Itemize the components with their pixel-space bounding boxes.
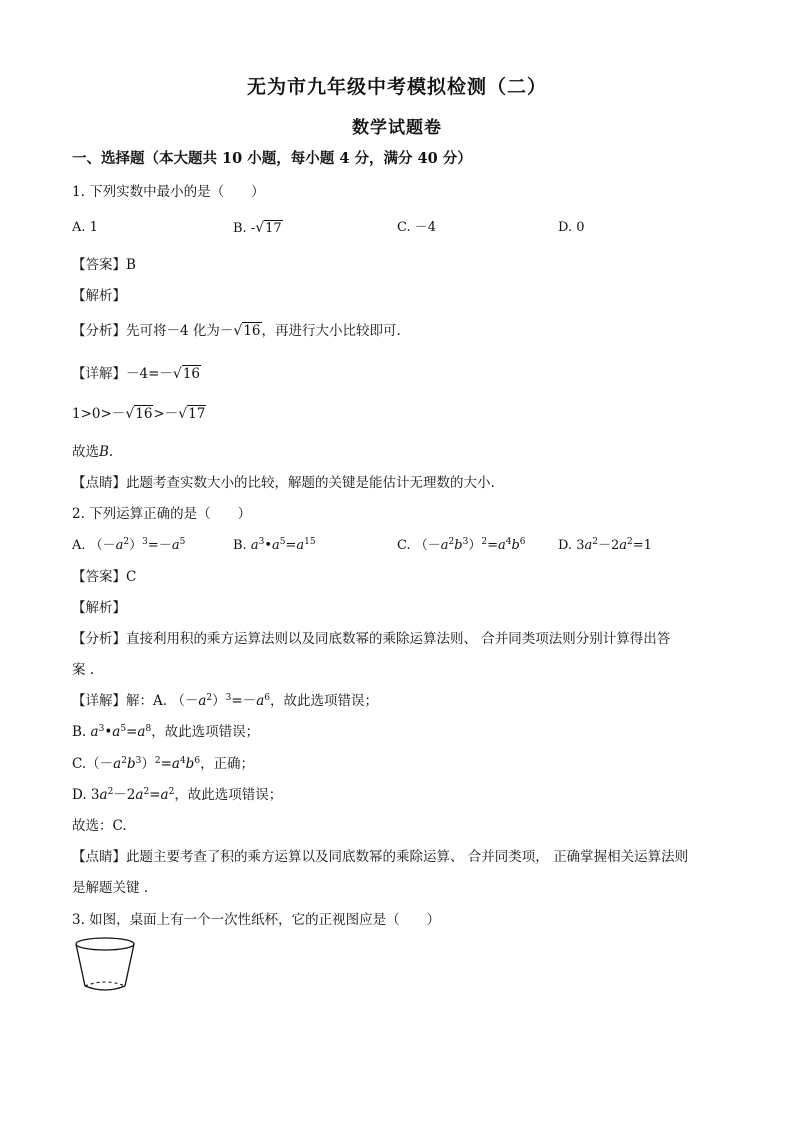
q1-option-a: A. 1 (72, 220, 98, 235)
q2-answer: 【答案】C (72, 569, 137, 585)
document-subtitle: 数学试题卷 (352, 118, 442, 138)
q1-option-d: D. 0 (558, 220, 585, 235)
q2-option-a: A. $(-a^2)^3=-a^5$ (72, 537, 186, 553)
q2-choice: 故选：C. (72, 818, 127, 834)
q1-analysis-label: 【解析】 (72, 288, 126, 304)
q2-analysis-label: 【解析】 (72, 600, 126, 616)
document-title: 无为市九年级中考模拟检测（二） (246, 76, 547, 98)
q2-xiangjie-c: $C.(-a^2b^3)^2=a^4b^6$，正确； (72, 756, 255, 772)
paper-cup-figure (70, 934, 140, 998)
q2-xiangjie-d: D. $3a^2-2a^2=a^2$，故此选项错误； (72, 787, 283, 803)
q1-xiangjie: 【详解】－4=－√16 (72, 366, 201, 382)
q1-comparison: 1>0>－√16>－√17 (72, 406, 206, 422)
q2-option-d: D. $3a^2-2a^2=1$ (558, 537, 652, 553)
q1-choice: 故选B. (72, 444, 114, 460)
q1-answer: 【答案】B (72, 257, 136, 273)
q1-fenxi: 【分析】先可将－4 化为－√16，再进行大小比较即可. (72, 323, 401, 339)
section-heading: 一、选择题（本大题共 10 小题，每小题 4 分，满分 40 分） (72, 150, 472, 167)
q2-dianjing-line1: 【点睛】此题主要考查了积的乘方运算以及同底数幂的乘除运算、 合并同类项， 正确掌握相关运算法则 (72, 849, 689, 865)
q2-option-b: B. $a^3•a^5=a^{15}$ (233, 537, 316, 553)
q1-option-b: B. -√17 (233, 220, 282, 236)
q2-xiangjie-a: 【详解】解：A. $(-a^2)^3=-a^6$，故此选项错误； (72, 693, 378, 709)
q2-dianjing-line2: 是解题关键 . (72, 880, 149, 896)
q3-stem: 3. 如图，桌面上有一个一次性纸杯，它的正视图应是（ ） (72, 912, 441, 928)
q2-option-c: C. $(-a^2b^3)^2=a^4b^6$ (397, 537, 526, 553)
q2-fenxi-line1: 【分析】直接利用积的乘方运算法则以及同底数幂的乘除运算法则、 合并同类项法则分别计算得出答 (72, 631, 671, 647)
q1-stem: 1. 下列实数中最小的是（ ） (72, 184, 265, 200)
q1-dianjing: 【点睛】此题考查实数大小的比较，解题的关键是能估计无理数的大小. (72, 475, 495, 491)
q1-option-c: C. －4 (397, 220, 437, 235)
q2-xiangjie-b: B. $a^3•a^5=a^8$，故此选项错误； (72, 724, 260, 740)
q2-fenxi-line2: 案 . (72, 662, 95, 678)
q2-stem: 2. 下列运算正确的是（ ） (72, 506, 252, 522)
